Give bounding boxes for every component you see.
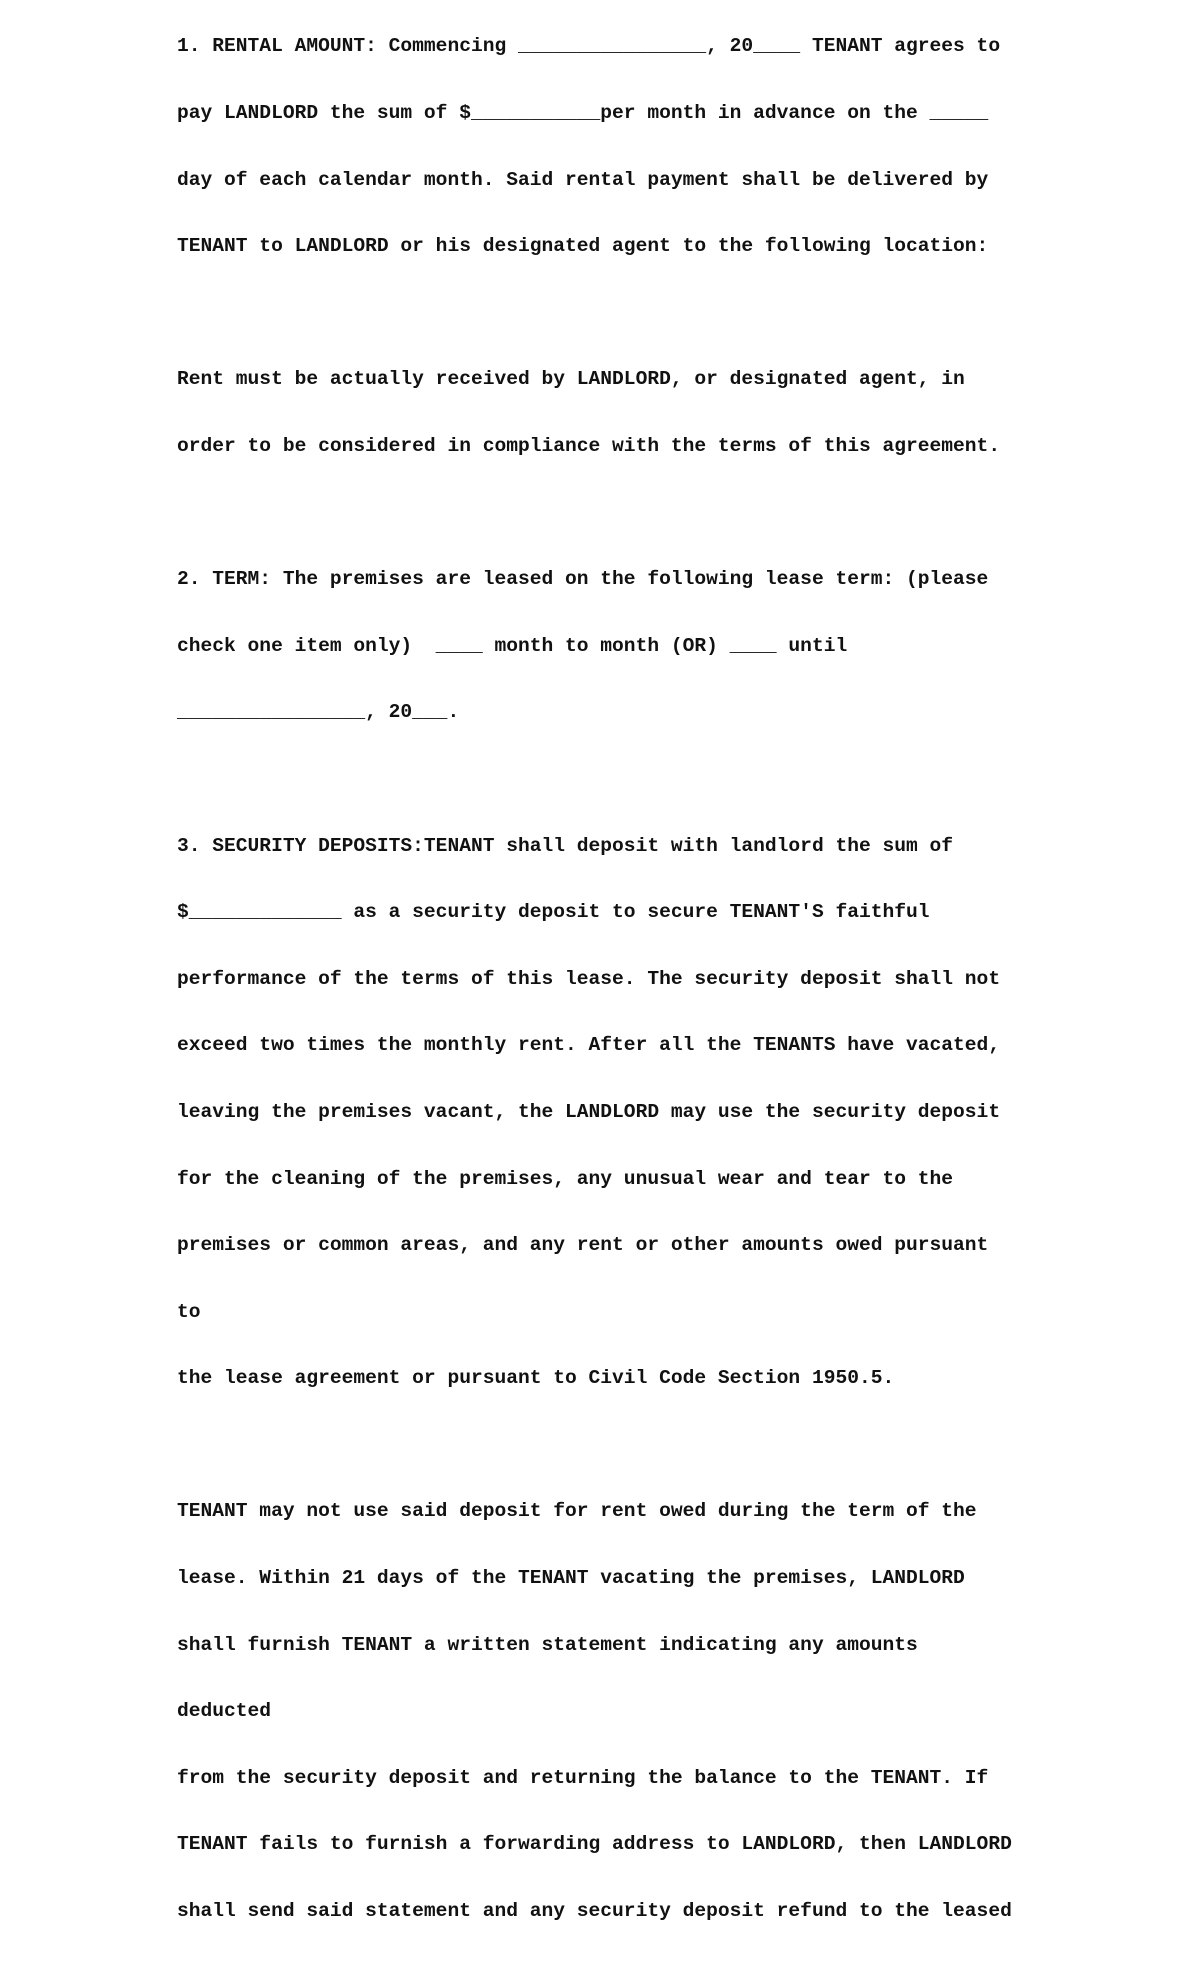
text-line-deposit-use-5: from the security deposit and returning the balance to the TENANT. If <box>177 1766 989 1789</box>
text-line-term-1: 2. TERM: The premises are leased on the following lease term: (please <box>177 568 989 591</box>
text-line-term-3: ________________, 20___. <box>177 701 460 724</box>
blank-line <box>177 502 1012 524</box>
text-line-security-3: performance of the terms of this lease. The security deposit shall not <box>177 967 1001 990</box>
text-line-deposit-use-7: shall send said statement and any security deposit refund to the leased <box>177 1900 1012 1923</box>
text-line-rental-amount-3: day of each calendar month. Said rental payment shall be delivered by <box>177 168 989 191</box>
text-line-deposit-use-2: lease. Within 21 days of the TENANT vacating the premises, LANDLORD <box>177 1567 965 1590</box>
text-line-security-2: $_____________ as a security deposit to secure TENANT'S faithful <box>177 901 930 924</box>
text-line-security-1: 3. SECURITY DEPOSITS:TENANT shall deposit with landlord the sum of <box>177 834 954 857</box>
text-line-rental-amount-2: pay LANDLORD the sum of $___________per month in advance on the _____ <box>177 102 989 124</box>
text-line-security-8: to <box>177 1300 201 1323</box>
text-line-security-4: exceed two times the monthly rent. After all the TENANTS have vacated, <box>177 1034 1001 1057</box>
text-line-security-5: leaving the premises vacant, the LANDLORD may use the security deposit <box>177 1100 1001 1123</box>
text-line-deposit-use-1: TENANT may not use said deposit for rent owed during the term of the <box>177 1500 977 1523</box>
text-line-deposit-use-3: shall furnish TENANT a written statement indicating any amounts <box>177 1633 918 1656</box>
lease-agreement-text <box>177 0 1012 1967</box>
blank-line <box>177 302 1012 324</box>
text-line-rent-received-1: Rent must be actually received by LANDLORD, or designated agent, in <box>177 368 965 391</box>
text-line-rental-amount-1: 1. RENTAL AMOUNT: Commencing ________________, 20____ TENANT agrees to <box>177 35 1001 58</box>
text-line-security-9: the lease agreement or pursuant to Civil Code Section 1950.5. <box>177 1367 895 1390</box>
text-line-deposit-use-4: deducted <box>177 1700 272 1723</box>
text-line-rent-received-2: order to be considered in compliance with the terms of this agreement. <box>177 434 1001 457</box>
blank-line <box>177 1434 1012 1456</box>
text-line-security-6: for the cleaning of the premises, any unusual wear and tear to the <box>177 1167 954 1190</box>
text-line-term-2: check one item only) ____ month to month (OR) ____ until <box>177 634 848 657</box>
blank-line <box>177 768 1012 790</box>
text-line-security-7: premises or common areas, and any rent or other amounts owed pursuant <box>177 1234 989 1257</box>
text-line-deposit-use-6: TENANT fails to furnish a forwarding address to LANDLORD, then LANDLORD <box>177 1833 1012 1856</box>
text-line-rental-amount-4: TENANT to LANDLORD or his designated agent to the following location: <box>177 235 989 258</box>
